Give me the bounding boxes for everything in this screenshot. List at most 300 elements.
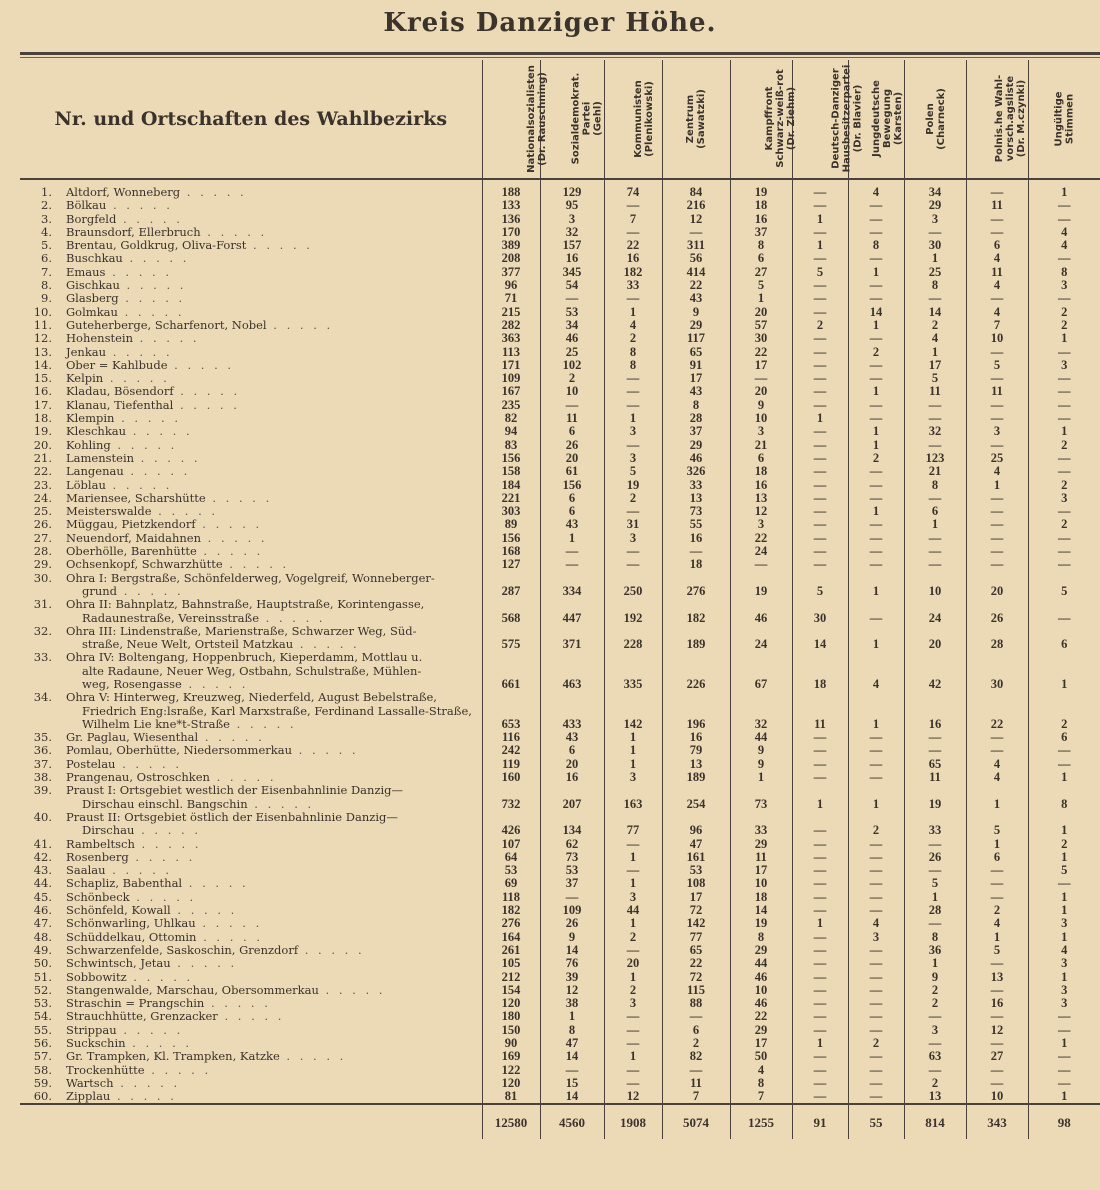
- vote-count-cell: —: [904, 399, 966, 412]
- vote-count-cell: —: [604, 399, 662, 412]
- district-name: Ochsenkopf, Schwarzhütte: [66, 557, 223, 572]
- leader-dots: . . . . .: [222, 557, 290, 572]
- header-column-8: [904, 60, 966, 179]
- district-name: Guteherberge, Scharfenort, Nobel: [66, 317, 267, 332]
- table-row: [20, 465, 1100, 478]
- district-name: Kladau, Bösendorf: [66, 384, 174, 399]
- district-name: Hohenstein: [66, 331, 133, 346]
- vote-count-cell: 1: [604, 306, 662, 319]
- district-name: Meisterswalde: [66, 504, 152, 519]
- vote-count-cell: 133: [482, 199, 540, 212]
- vote-count-cell: 1: [1028, 1037, 1100, 1050]
- vote-count-cell: 4: [966, 252, 1028, 265]
- vote-count-cell: —: [792, 731, 848, 744]
- total-cell: 91: [792, 1104, 848, 1139]
- header-column-6: [792, 60, 863, 179]
- vote-count-cell: 1: [604, 851, 662, 864]
- leader-dots: . . . . .: [113, 1075, 181, 1090]
- vote-count-cell: 2: [1028, 319, 1100, 332]
- vote-count-cell: 6: [662, 1024, 730, 1037]
- vote-count-cell: —: [1028, 1050, 1100, 1063]
- vote-count-cell: —: [792, 944, 848, 957]
- vote-count-cell: —: [662, 226, 730, 239]
- table-header-row: [20, 60, 1100, 179]
- vote-count-cell: 221: [482, 492, 540, 505]
- vote-count-cell: 1: [904, 518, 966, 531]
- vote-count-cell: 4: [966, 465, 1028, 478]
- leader-dots: . . . . .: [105, 264, 173, 279]
- vote-count-cell: 20: [540, 758, 604, 771]
- vote-count-cell: —: [792, 532, 848, 545]
- vote-count-cell: —: [1028, 744, 1100, 757]
- table-row: [20, 931, 1100, 944]
- vote-count-cell: 11: [966, 199, 1028, 212]
- vote-count-cell: 426: [482, 811, 540, 838]
- vote-count-cell: 154: [482, 984, 540, 997]
- place-cell: [20, 479, 482, 492]
- vote-count-cell: 653: [482, 691, 540, 731]
- place-cell: [20, 651, 482, 691]
- header-column-label: [830, 65, 863, 173]
- vote-count-cell: —: [540, 399, 604, 412]
- table-body: [20, 179, 1100, 1139]
- place-cell: [20, 1010, 482, 1023]
- place-cell: [20, 598, 482, 625]
- vote-count-cell: —: [1028, 412, 1100, 425]
- leader-dots: . . . . .: [125, 1036, 193, 1050]
- vote-count-cell: —: [540, 292, 604, 305]
- place-cell: [20, 971, 482, 984]
- vote-count-cell: 5: [1028, 864, 1100, 877]
- vote-count-cell: —: [1028, 465, 1100, 478]
- header-column-label: [632, 80, 654, 158]
- place-cell: [20, 758, 482, 771]
- vote-count-cell: 25: [904, 266, 966, 279]
- vote-count-cell: 212: [482, 971, 540, 984]
- vote-count-cell: —: [792, 904, 848, 917]
- vote-count-cell: 4: [966, 279, 1028, 292]
- vote-count-cell: 345: [540, 266, 604, 279]
- vote-count-cell: 168: [482, 545, 540, 558]
- vote-count-cell: —: [792, 931, 848, 944]
- leader-dots: . . . . .: [119, 278, 187, 293]
- vote-count-cell: —: [1028, 385, 1100, 398]
- vote-count-cell: 90: [482, 1037, 540, 1050]
- district-number: 21.: [33, 450, 52, 465]
- leader-dots: . . . . .: [195, 916, 263, 931]
- district-number: 1.: [41, 185, 52, 199]
- vote-count-cell: 20: [730, 385, 792, 398]
- vote-count-cell: 1: [604, 1050, 662, 1063]
- vote-count-cell: 88: [662, 997, 730, 1010]
- vote-count-cell: —: [848, 412, 904, 425]
- leader-dots: . . . . .: [151, 504, 219, 519]
- header-column-label: [870, 80, 903, 157]
- vote-count-cell: 26: [904, 851, 966, 864]
- total-cell: 55: [848, 1104, 904, 1139]
- vote-count-cell: 287: [482, 572, 540, 599]
- table-row: [20, 425, 1100, 438]
- vote-count-cell: —: [540, 558, 604, 571]
- district-name: Suckschin: [66, 1036, 126, 1050]
- vote-count-cell: 169: [482, 1050, 540, 1063]
- table-row: [20, 917, 1100, 930]
- vote-count-cell: —: [604, 505, 662, 518]
- leader-dots: . . . . .: [200, 224, 268, 239]
- vote-count-cell: 117: [662, 332, 730, 345]
- table-row: [20, 346, 1100, 359]
- district-number: 55.: [33, 1022, 52, 1037]
- vote-count-cell: 47: [540, 1037, 604, 1050]
- vote-count-cell: 11: [966, 385, 1028, 398]
- header-label-line: Hausbesitzerpartei: [840, 64, 852, 173]
- district-name: Kohling: [66, 437, 111, 452]
- district-number: 9.: [41, 291, 52, 306]
- vote-count-cell: —: [966, 226, 1028, 239]
- place-cell: [20, 572, 482, 599]
- vote-count-cell: —: [848, 279, 904, 292]
- vote-count-cell: 17: [904, 359, 966, 372]
- vote-count-cell: —: [966, 518, 1028, 531]
- district-name: Emaus: [66, 264, 106, 279]
- place-cell: [20, 518, 482, 531]
- table-row: [20, 452, 1100, 465]
- vote-count-cell: —: [662, 1010, 730, 1023]
- vote-count-cell: 46: [730, 997, 792, 1010]
- vote-count-cell: —: [848, 864, 904, 877]
- vote-count-cell: 156: [482, 532, 540, 545]
- vote-count-cell: 55: [662, 518, 730, 531]
- district-number: 13.: [33, 344, 52, 359]
- vote-count-cell: 156: [482, 452, 540, 465]
- vote-count-cell: 463: [540, 651, 604, 691]
- vote-count-cell: 20: [904, 625, 966, 652]
- table-row: [20, 518, 1100, 531]
- vote-count-cell: 118: [482, 891, 540, 904]
- place-cell: [20, 997, 482, 1010]
- vote-count-cell: 46: [662, 452, 730, 465]
- header-place-column: Nr. und Ortschaften des Wahlbezirks: [20, 60, 482, 179]
- vote-count-cell: 170: [482, 226, 540, 239]
- leader-dots: . . . . .: [181, 676, 249, 691]
- vote-count-cell: 96: [662, 811, 730, 838]
- vote-count-cell: 119: [482, 758, 540, 771]
- table-row: [20, 1037, 1100, 1050]
- table-row: [20, 1090, 1100, 1104]
- place-cell: [20, 425, 482, 438]
- vote-count-cell: 109: [482, 372, 540, 385]
- vote-count-cell: —: [904, 545, 966, 558]
- vote-count-cell: —: [604, 1077, 662, 1090]
- district-name: Praust I: Ortsgebiet westlich der Eisenbahnlinie Danzig—: [66, 783, 404, 798]
- table-row: [20, 957, 1100, 970]
- vote-count-cell: 1: [1028, 771, 1100, 784]
- district-name: Gr. Paglau, Wiesenthal: [66, 730, 199, 745]
- vote-count-cell: —: [904, 558, 966, 571]
- vote-count-cell: 276: [662, 572, 730, 599]
- place-cell: [20, 532, 482, 545]
- vote-count-cell: 73: [730, 784, 792, 811]
- vote-count-cell: —: [966, 864, 1028, 877]
- vote-count-cell: —: [904, 532, 966, 545]
- place-cell: [20, 465, 482, 478]
- total-cell: 1908: [604, 1104, 662, 1139]
- vote-count-cell: —: [848, 518, 904, 531]
- vote-count-cell: 1: [604, 731, 662, 744]
- leader-dots: . . . . .: [110, 1089, 177, 1104]
- vote-count-cell: —: [792, 518, 848, 531]
- header-label-line: Zentrum: [684, 94, 696, 143]
- vote-count-cell: 113: [482, 346, 540, 359]
- table-row: [20, 784, 1100, 811]
- vote-count-cell: —: [1028, 252, 1100, 265]
- vote-count-cell: 1: [604, 744, 662, 757]
- vote-count-cell: —: [966, 891, 1028, 904]
- district-name: Zipplau: [66, 1089, 111, 1104]
- vote-count-cell: —: [792, 226, 848, 239]
- header-column-label: [924, 88, 946, 150]
- vote-count-cell: 32: [730, 691, 792, 731]
- vote-count-cell: 5: [966, 944, 1028, 957]
- vote-count-cell: 389: [482, 239, 540, 252]
- table-row: [20, 319, 1100, 332]
- district-number: 38.: [33, 770, 52, 785]
- header-label-line: Nationalsozialisten: [525, 64, 537, 173]
- vote-count-cell: 22: [604, 239, 662, 252]
- vote-count-cell: 8: [540, 1024, 604, 1037]
- vote-count-cell: 96: [482, 279, 540, 292]
- vote-count-cell: 63: [904, 1050, 966, 1063]
- vote-count-cell: 29: [662, 439, 730, 452]
- vote-count-cell: 34: [540, 319, 604, 332]
- place-cell: [20, 691, 482, 731]
- district-name: Gr. Trampken, Kl. Trampken, Katzke: [66, 1049, 280, 1064]
- place-cell: [20, 625, 482, 652]
- district-number: 59.: [33, 1075, 52, 1090]
- vote-count-cell: 29: [730, 838, 792, 851]
- leader-dots: . . . . .: [129, 889, 197, 904]
- vote-count-cell: —: [792, 1010, 848, 1023]
- place-cell: [20, 771, 482, 784]
- district-name: Friedrich Eng:lsraße, Karl Marxstraße, Ferdinand Lassalle-Straße,: [82, 703, 472, 718]
- vote-count-cell: 5: [904, 877, 966, 890]
- district-number: 27.: [33, 530, 52, 545]
- place-cell: [20, 332, 482, 345]
- vote-count-cell: 18: [730, 465, 792, 478]
- vote-count-cell: 19: [730, 917, 792, 930]
- vote-count-cell: —: [1028, 399, 1100, 412]
- vote-count-cell: —: [1028, 1077, 1100, 1090]
- vote-count-cell: 11: [662, 1077, 730, 1090]
- leader-dots: . . . . .: [196, 544, 264, 559]
- vote-count-cell: 4: [966, 306, 1028, 319]
- vote-count-cell: 53: [482, 864, 540, 877]
- vote-count-cell: 95: [540, 199, 604, 212]
- vote-count-cell: 72: [662, 971, 730, 984]
- vote-count-cell: 6: [540, 505, 604, 518]
- vote-count-cell: —: [848, 399, 904, 412]
- vote-count-cell: 50: [730, 1050, 792, 1063]
- vote-count-cell: 1: [904, 252, 966, 265]
- vote-count-cell: 39: [540, 971, 604, 984]
- district-number: 18.: [33, 411, 52, 426]
- header-label-line: Bewegung: [881, 89, 893, 148]
- vote-count-cell: 414: [662, 266, 730, 279]
- vote-count-cell: —: [604, 545, 662, 558]
- district-name: Dirschau einschl. Bangschin: [82, 796, 248, 811]
- vote-count-cell: 31: [604, 518, 662, 531]
- vote-count-cell: —: [604, 1064, 662, 1077]
- vote-count-cell: —: [966, 399, 1028, 412]
- district-name: Schönfeld, Kowall: [66, 903, 171, 918]
- vote-count-cell: 19: [730, 572, 792, 599]
- district-name: Strippau: [66, 1022, 117, 1037]
- district-number: 57.: [33, 1049, 52, 1064]
- vote-count-cell: 27: [966, 1050, 1028, 1063]
- district-name: Schönbeck: [66, 889, 130, 904]
- table-row: [20, 239, 1100, 252]
- table-row: [20, 811, 1100, 838]
- vote-count-cell: 2: [848, 811, 904, 838]
- vote-count-cell: 184: [482, 479, 540, 492]
- vote-count-cell: 189: [662, 625, 730, 652]
- vote-count-cell: —: [848, 891, 904, 904]
- vote-count-cell: 4: [604, 319, 662, 332]
- vote-count-cell: 7: [730, 1090, 792, 1104]
- vote-count-cell: —: [792, 292, 848, 305]
- vote-count-cell: 16: [730, 479, 792, 492]
- vote-count-cell: 4: [904, 332, 966, 345]
- vote-count-cell: —: [966, 492, 1028, 505]
- vote-count-cell: 377: [482, 266, 540, 279]
- vote-count-cell: 37: [662, 425, 730, 438]
- vote-count-cell: 3: [1028, 984, 1100, 997]
- table-row: [20, 372, 1100, 385]
- place-cell: [20, 252, 482, 265]
- vote-count-cell: 37: [730, 226, 792, 239]
- district-name: Mariensee, Scharshütte: [66, 490, 206, 505]
- vote-count-cell: 1: [604, 758, 662, 771]
- vote-count-cell: —: [1028, 372, 1100, 385]
- vote-count-cell: —: [792, 1077, 848, 1090]
- vote-count-cell: 3: [604, 771, 662, 784]
- vote-count-cell: —: [792, 984, 848, 997]
- total-cell: 98: [1028, 1104, 1100, 1139]
- leader-dots: . . . . .: [117, 304, 185, 319]
- table-row: [20, 971, 1100, 984]
- vote-count-cell: 116: [482, 731, 540, 744]
- leader-dots: . . . . .: [132, 331, 200, 346]
- vote-count-cell: 161: [662, 851, 730, 864]
- leader-dots: . . . . .: [318, 982, 386, 997]
- header-column-10: [1028, 60, 1100, 179]
- table-row: [20, 997, 1100, 1010]
- vote-count-cell: —: [966, 412, 1028, 425]
- vote-count-cell: —: [1028, 558, 1100, 571]
- vote-count-cell: 73: [662, 505, 730, 518]
- vote-count-cell: —: [848, 213, 904, 226]
- vote-count-cell: —: [904, 744, 966, 757]
- district-number: 14.: [33, 357, 52, 372]
- vote-count-cell: 37: [540, 877, 604, 890]
- vote-count-cell: 2: [540, 372, 604, 385]
- vote-count-cell: —: [1028, 532, 1100, 545]
- vote-count-cell: 46: [730, 598, 792, 625]
- leader-dots: . . . . .: [170, 903, 238, 918]
- vote-count-cell: 12: [604, 1090, 662, 1104]
- vote-count-cell: —: [792, 838, 848, 851]
- district-number: 25.: [33, 504, 52, 519]
- district-number: 32.: [33, 623, 52, 638]
- vote-count-cell: 4: [966, 917, 1028, 930]
- district-number: 45.: [33, 889, 52, 904]
- district-number: 29.: [33, 557, 52, 572]
- vote-count-cell: 2: [1028, 306, 1100, 319]
- vote-count-cell: 282: [482, 319, 540, 332]
- vote-count-cell: 19: [904, 784, 966, 811]
- vote-count-cell: 9: [662, 306, 730, 319]
- table-row: [20, 399, 1100, 412]
- leader-dots: . . . . .: [170, 956, 238, 971]
- vote-count-cell: 61: [540, 465, 604, 478]
- vote-count-cell: —: [848, 957, 904, 970]
- vote-count-cell: —: [848, 1050, 904, 1063]
- vote-count-cell: 22: [730, 532, 792, 545]
- vote-count-cell: 34: [904, 179, 966, 199]
- vote-count-cell: —: [904, 1010, 966, 1023]
- vote-count-cell: 17: [730, 359, 792, 372]
- vote-count-cell: —: [1028, 505, 1100, 518]
- vote-count-cell: 26: [540, 917, 604, 930]
- vote-count-cell: 4: [966, 771, 1028, 784]
- district-name: Straschin = Prangschin: [66, 996, 205, 1011]
- vote-count-cell: 167: [482, 385, 540, 398]
- vote-count-cell: 8: [730, 1077, 792, 1090]
- vote-count-cell: 10: [730, 984, 792, 997]
- place-cell: [20, 838, 482, 851]
- place-cell: [20, 1024, 482, 1037]
- totals-row: [20, 1104, 1100, 1139]
- vote-count-cell: 1: [540, 532, 604, 545]
- vote-count-cell: 1: [848, 425, 904, 438]
- table-row: [20, 505, 1100, 518]
- leader-dots: . . . . .: [167, 357, 235, 372]
- vote-count-cell: 1: [966, 838, 1028, 851]
- vote-count-cell: —: [540, 545, 604, 558]
- vote-count-cell: —: [1028, 598, 1100, 625]
- vote-count-cell: —: [904, 292, 966, 305]
- vote-count-cell: 1: [792, 412, 848, 425]
- vote-count-cell: —: [792, 558, 848, 571]
- vote-count-cell: 1: [604, 917, 662, 930]
- header-column-2: [540, 60, 604, 179]
- vote-count-cell: —: [604, 292, 662, 305]
- vote-count-cell: —: [848, 545, 904, 558]
- table-row: [20, 838, 1100, 851]
- header-column-9: [966, 60, 1028, 179]
- leader-dots: . . . . .: [114, 411, 181, 426]
- vote-count-cell: 26: [540, 439, 604, 452]
- district-number: 10.: [33, 304, 52, 319]
- district-number: 60.: [33, 1089, 52, 1104]
- vote-count-cell: —: [792, 851, 848, 864]
- vote-count-cell: —: [848, 1090, 904, 1104]
- vote-count-cell: 12: [540, 984, 604, 997]
- district-number: 48.: [33, 929, 52, 944]
- place-cell: [20, 957, 482, 970]
- vote-count-cell: —: [848, 758, 904, 771]
- table-row: [20, 213, 1100, 226]
